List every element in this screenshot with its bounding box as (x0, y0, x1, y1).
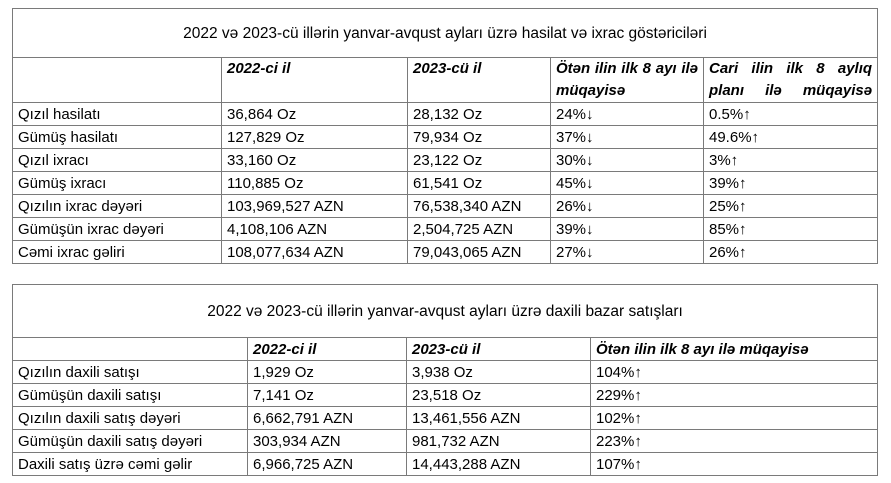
table-title-row (13, 285, 878, 338)
header-2023: 2023-cü il (407, 338, 591, 361)
cell-plan-compare: 49.6%↑ (704, 126, 878, 149)
cell-plan-compare: 85%↑ (704, 218, 878, 241)
cell-2023: 14,443,288 AZN (407, 453, 591, 476)
cell-2023: 76,538,340 AZN (408, 195, 551, 218)
cell-2022: 103,969,527 AZN (222, 195, 408, 218)
header-2022: 2022-ci il (222, 58, 408, 103)
cell-2023: 23,518 Oz (407, 384, 591, 407)
header-plan-compare-text: Cari ilin ilk 8 aylıq planı ilə müqayisə (709, 60, 873, 99)
cell-prev-compare: 45%↓ (551, 172, 704, 195)
header-cell-empty (13, 58, 222, 103)
table-row (13, 453, 878, 476)
table-row (13, 384, 878, 407)
cell-2022: 108,077,634 AZN (222, 241, 408, 264)
cell-2023: 3,938 Oz (407, 361, 591, 384)
table-row (13, 430, 878, 453)
table-row (13, 241, 878, 264)
table-row (13, 149, 878, 172)
table-row (13, 361, 878, 384)
header-2022: 2022-ci il (248, 338, 407, 361)
cell-prev-compare: 37%↓ (551, 126, 704, 149)
table-row (13, 407, 878, 430)
cell-2023: 79,934 Oz (408, 126, 551, 149)
row-label: Cəmi ixrac gəliri (13, 241, 222, 264)
cell-prev-compare: 107%↑ (591, 453, 878, 476)
table-title: 2022 və 2023-cü illərin yanvar-avqust ayları üzrə hasilat və ixrac göstəriciləri (13, 9, 878, 58)
cell-2023: 79,043,065 AZN (408, 241, 551, 264)
row-label: Gümüş ixracı (13, 172, 222, 195)
cell-prev-compare: 30%↓ (551, 149, 704, 172)
cell-2023: 61,541 Oz (408, 172, 551, 195)
table-header-row (13, 338, 878, 361)
cell-prev-compare: 104%↑ (591, 361, 878, 384)
cell-2023: 28,132 Oz (408, 103, 551, 126)
cell-2022: 303,934 AZN (248, 430, 407, 453)
cell-plan-compare: 25%↑ (704, 195, 878, 218)
cell-plan-compare: 3%↑ (704, 149, 878, 172)
row-label: Gümüş hasilatı (13, 126, 222, 149)
cell-2022: 127,829 Oz (222, 126, 408, 149)
table-row (13, 218, 878, 241)
cell-2022: 6,662,791 AZN (248, 407, 407, 430)
cell-2023: 981,732 AZN (407, 430, 591, 453)
cell-2023: 13,461,556 AZN (407, 407, 591, 430)
cell-2022: 7,141 Oz (248, 384, 407, 407)
cell-2023: 2,504,725 AZN (408, 218, 551, 241)
row-label: Gümüşün ixrac dəyəri (13, 218, 222, 241)
header-prev-year-compare-text: Ötən ilin ilk 8 ayı ilə müqayisə (556, 60, 698, 99)
row-label: Gümüşün daxili satışı (13, 384, 248, 407)
table-row (13, 126, 878, 149)
cell-plan-compare: 26%↑ (704, 241, 878, 264)
cell-2022: 33,160 Oz (222, 149, 408, 172)
table-row (13, 172, 878, 195)
cell-prev-compare: 102%↑ (591, 407, 878, 430)
row-label: Daxili satış üzrə cəmi gəlir (13, 453, 248, 476)
row-label: Qızılın daxili satışı (13, 361, 248, 384)
row-label: Qızılın daxili satış dəyəri (13, 407, 248, 430)
cell-prev-compare: 24%↓ (551, 103, 704, 126)
production-export-table (12, 8, 878, 264)
header-prev-year-compare: Ötən ilin ilk 8 ayı ilə müqayisə (591, 338, 878, 361)
header-prev-year-compare (551, 58, 704, 103)
cell-2022: 1,929 Oz (248, 361, 407, 384)
row-label: Qızılın ixrac dəyəri (13, 195, 222, 218)
cell-prev-compare: 27%↓ (551, 241, 704, 264)
cell-plan-compare: 39%↑ (704, 172, 878, 195)
cell-prev-compare: 26%↓ (551, 195, 704, 218)
row-label: Qızıl hasilatı (13, 103, 222, 126)
cell-prev-compare: 229%↑ (591, 384, 878, 407)
table-row (13, 103, 878, 126)
table-title: 2022 və 2023-cü illərin yanvar-avqust ayları üzrə daxili bazar satışları (13, 285, 878, 338)
row-label: Gümüşün daxili satış dəyəri (13, 430, 248, 453)
cell-2022: 6,966,725 AZN (248, 453, 407, 476)
header-cell-empty (13, 338, 248, 361)
row-label: Qızıl ixracı (13, 149, 222, 172)
cell-2022: 110,885 Oz (222, 172, 408, 195)
cell-prev-compare: 223%↑ (591, 430, 878, 453)
cell-plan-compare: 0.5%↑ (704, 103, 878, 126)
header-2023: 2023-cü il (408, 58, 551, 103)
cell-2022: 36,864 Oz (222, 103, 408, 126)
cell-prev-compare: 39%↓ (551, 218, 704, 241)
table-row (13, 195, 878, 218)
table-header-row (13, 58, 878, 103)
domestic-sales-table (12, 284, 878, 476)
table-title-row (13, 9, 878, 58)
header-plan-compare (704, 58, 878, 103)
cell-2022: 4,108,106 AZN (222, 218, 408, 241)
cell-2023: 23,122 Oz (408, 149, 551, 172)
